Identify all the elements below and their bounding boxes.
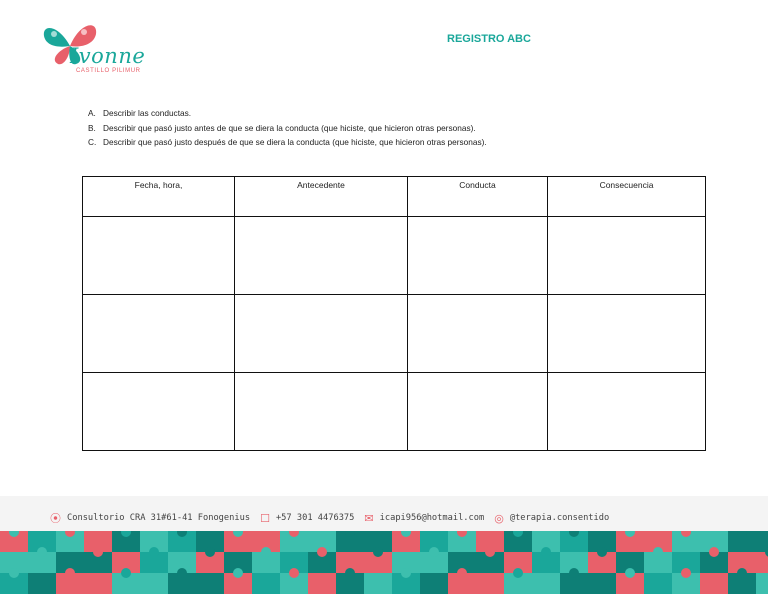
table-cell[interactable] [408,373,548,451]
table-row [83,373,706,451]
puzzle-knob [401,568,411,578]
instruction-marker: B. [88,122,96,133]
puzzle-knob [373,547,383,557]
puzzle-piece [364,573,392,594]
puzzle-knob [709,547,719,557]
puzzle-knob [429,547,439,557]
table-cell[interactable] [408,217,548,295]
puzzle-piece [532,573,560,594]
table-cell[interactable] [548,295,706,373]
puzzle-knob [9,568,19,578]
puzzle-knob [345,568,355,578]
table-cell[interactable] [235,217,408,295]
table-row [83,295,706,373]
puzzle-piece [700,573,728,594]
puzzle-knob [457,568,467,578]
table-row [83,217,706,295]
puzzle-piece [140,573,168,594]
table-header-row [83,177,706,217]
puzzle-piece [84,573,112,594]
puzzle-knob [653,547,663,557]
puzzle-piece [476,573,504,594]
puzzle-knob [597,547,607,557]
table-cell[interactable] [83,217,235,295]
instruction-item [88,121,487,136]
header-behavior: Conducta [408,177,548,217]
puzzle-knob [681,568,691,578]
table-cell[interactable] [235,373,408,451]
puzzle-knob [65,568,75,578]
puzzle-piece [252,573,280,594]
puzzle-piece [196,573,224,594]
puzzle-piece [756,573,768,594]
footer-address: Consultorio CRA 31#61-41 Fonogenius [67,513,251,523]
puzzle-piece [28,573,56,594]
puzzle-knob [233,568,243,578]
puzzle-knob [149,547,159,557]
instruction-text: Describir que pasó justo después de que se diera la conducta (que hiciste, que hicieron otras personas). [103,137,487,147]
instruction-item [88,135,487,150]
puzzle-knob [513,568,523,578]
instagram-icon: ◎ [494,511,504,525]
instruction-item [88,106,487,121]
instructions-list [88,106,487,150]
puzzle-border [0,531,768,594]
header-date: Fecha, hora, [83,177,235,217]
puzzle-knob [261,547,271,557]
abc-table [82,176,706,451]
phone-icon: ☐ [260,511,270,525]
location-icon: ⦿ [50,512,61,525]
puzzle-knob [625,568,635,578]
page-title: REGISTRO ABC [447,33,531,45]
puzzle-knob [317,547,327,557]
puzzle-piece [588,573,616,594]
puzzle-knob [737,568,747,578]
footer-contacts [50,510,619,526]
brand-name: Ivonne [70,44,146,68]
puzzle-knob [541,547,551,557]
puzzle-knob [205,547,215,557]
puzzle-knob [485,547,495,557]
instruction-text: Describir las conductas. [103,108,192,118]
puzzle-knob [569,568,579,578]
header-antecedent: Antecedente [235,177,408,217]
table-cell[interactable] [235,295,408,373]
brand-subtitle: CASTILLO PILIMUR [76,68,141,74]
puzzle-knob [121,568,131,578]
mail-icon: ✉ [364,511,374,525]
instruction-text: Describir que pasó justo antes de que se diera la conducta (que hiciste, que hicieron otras personas). [103,122,476,133]
footer-instagram: @terapia.consentido [509,513,610,523]
table-cell[interactable] [408,295,548,373]
puzzle-piece [308,573,336,594]
footer-email: icapi956@hotmail.com [379,513,485,523]
puzzle-knob [93,547,103,557]
instruction-marker: C. [88,137,97,147]
table-cell[interactable] [548,373,706,451]
table-cell[interactable] [548,217,706,295]
header-consequence: Consecuencia [548,177,706,217]
puzzle-knob [37,547,47,557]
puzzle-piece [420,573,448,594]
puzzle-knob [289,568,299,578]
table-cell[interactable] [83,373,235,451]
footer-phone: +57 301 4476375 [275,513,355,523]
instruction-marker: A. [88,108,96,118]
puzzle-piece [644,573,672,594]
puzzle-knob [177,568,187,578]
table-cell[interactable] [83,295,235,373]
